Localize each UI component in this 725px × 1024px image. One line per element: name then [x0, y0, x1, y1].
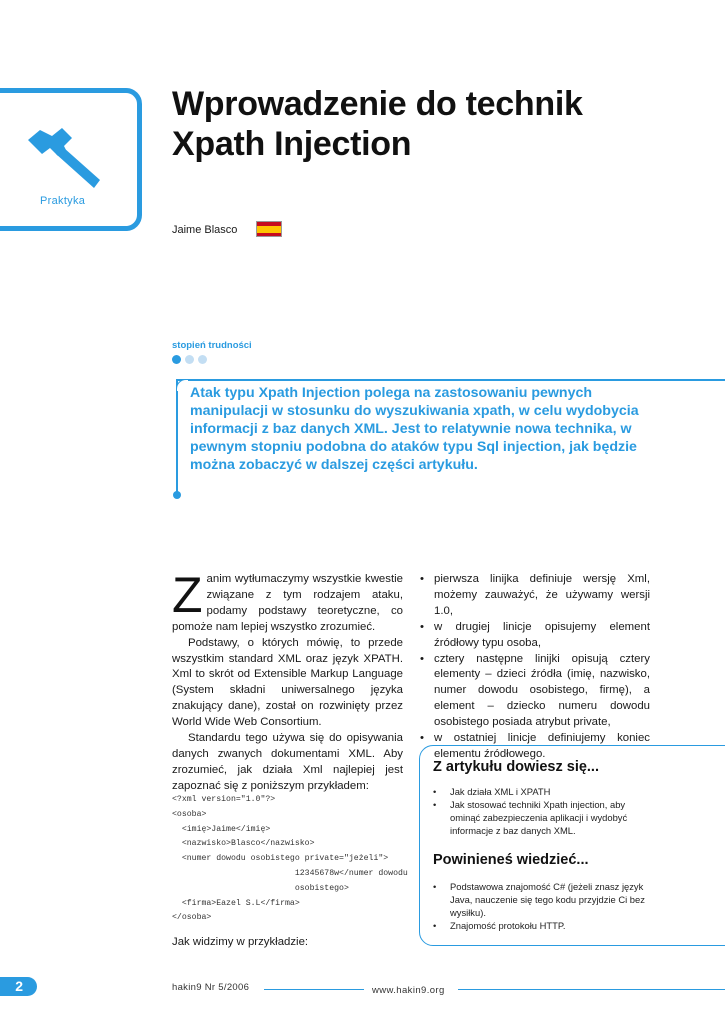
code-line: <firma>Eazel S.L</firma>	[172, 898, 300, 908]
lead-rule-corner	[176, 379, 188, 391]
list-item: • Znajomość protokołu HTTP.	[433, 920, 653, 933]
list-item: • cztery następne linijki opisują cztery elementy – dzieci źródła (imię, nazwisko, numer dowodu osobistego, firmę), a element – dziecko numeru dowodu osobistego posiada atrybut private,	[418, 652, 650, 732]
list-item: • w ostatniej linicje definiujemy koniec elementu źródłowego.	[418, 731, 650, 763]
paragraph-after-code: Jak widzimy w przykładzie:	[172, 936, 309, 948]
info-box-list-know	[433, 881, 653, 933]
code-line: <nazwisko>Blasco</nazwisko>	[172, 839, 315, 849]
lead-rule-dot	[173, 491, 181, 499]
list-item: • Jak działa XML i XPATH	[433, 786, 653, 799]
drop-cap: Z	[172, 567, 203, 623]
difficulty-dot-2	[185, 355, 194, 364]
footer-rule	[458, 989, 725, 990]
code-line: <numer dowodu osobistego private="jeżeli">	[172, 854, 389, 864]
list-item: • Jak stosować techniki Xpath injection, aby ominąć zabezpieczenia aplikacji i wydobyć informacje z baz danych XML.	[433, 799, 653, 838]
footer-rule	[264, 989, 364, 990]
paragraph-2: Podstawy, o których mówię, to przede wszystkim standard XML oraz język XPATH. Xml to skrót od Extensible Markup Language (System składni uniwersalnego języka znakujący dane), został on rozwinięty przez World Wide Web Consortium.	[172, 636, 403, 729]
difficulty-label: stopień trudności	[172, 340, 252, 351]
code-line: </osoba>	[172, 913, 212, 923]
lead-rule-top	[177, 379, 725, 381]
code-line: <osoba>	[172, 809, 207, 819]
body-bullet-list	[418, 572, 650, 763]
code-line: <imię>Jaime</imię>	[172, 824, 271, 834]
info-box-heading-know: Powinieneś wiedzieć...	[433, 852, 589, 868]
title-line-2: Xpath Injection	[172, 125, 412, 163]
info-box-list-learn	[433, 786, 653, 838]
list-item: • w drugiej linicje opisujemy element źródłowy typu osoba,	[418, 620, 650, 652]
hammer-icon	[22, 122, 104, 192]
code-line: <?xml version="1.0"?>	[172, 795, 276, 804]
footer-site: www.hakin9.org	[372, 985, 445, 996]
title-line-1: Wprowadzenie do technik	[172, 85, 583, 123]
body-column-1	[172, 567, 403, 795]
list-item: • pierwsza linijka definiuje wersję Xml, możemy zauważyć, że używamy wersji 1.0,	[418, 572, 650, 620]
author-name: Jaime Blasco	[172, 224, 238, 236]
lead-rule-left	[176, 379, 178, 495]
paragraph-1: anim wytłumaczymy wszystkie kwestie związane z tym rodzajem ataku, podamy podstawy teoretyczne, co pomoże nam lepiej wszystko zrozumieć.	[172, 573, 403, 633]
difficulty-dot-1	[172, 355, 181, 364]
lead-paragraph: Atak typu Xpath Injection polega na zastosowaniu pewnych manipulacji w stosunku do wyszukiwania xpath, w celu wydobycia informacji z baz danych XML. Jest to relatywnie nowa technika, w pewnym stopniu podobna do ataków typu Sql injection, jak będzie można zobaczyć w dalszej części artykułu.	[190, 385, 639, 473]
code-line: 12345678w</numer dowodu	[172, 868, 408, 878]
code-line: osobistego>	[172, 883, 349, 893]
footer-issue: hakin9 Nr 5/2006	[172, 982, 250, 993]
article-title	[172, 84, 692, 164]
section-label: Praktyka	[40, 195, 86, 207]
code-listing	[172, 793, 408, 926]
spain-flag-icon	[256, 221, 282, 237]
page-number: 2	[0, 977, 37, 996]
difficulty-dot-3	[198, 355, 207, 364]
list-item: • Podstawowa znajomość C# (jeżeli znasz język Java, nauczenie się tego kodu przyjdzie Ci bez wysiłku).	[433, 881, 653, 920]
info-box-heading-learn: Z artykułu dowiesz się...	[433, 759, 599, 775]
paragraph-3: Standardu tego używa się do opisywania danych zwanych dokumentami XML. Aby zrozumieć, jak działa Xml najlepiej jest zapoznać się z poniższym przykładem:	[172, 732, 403, 792]
